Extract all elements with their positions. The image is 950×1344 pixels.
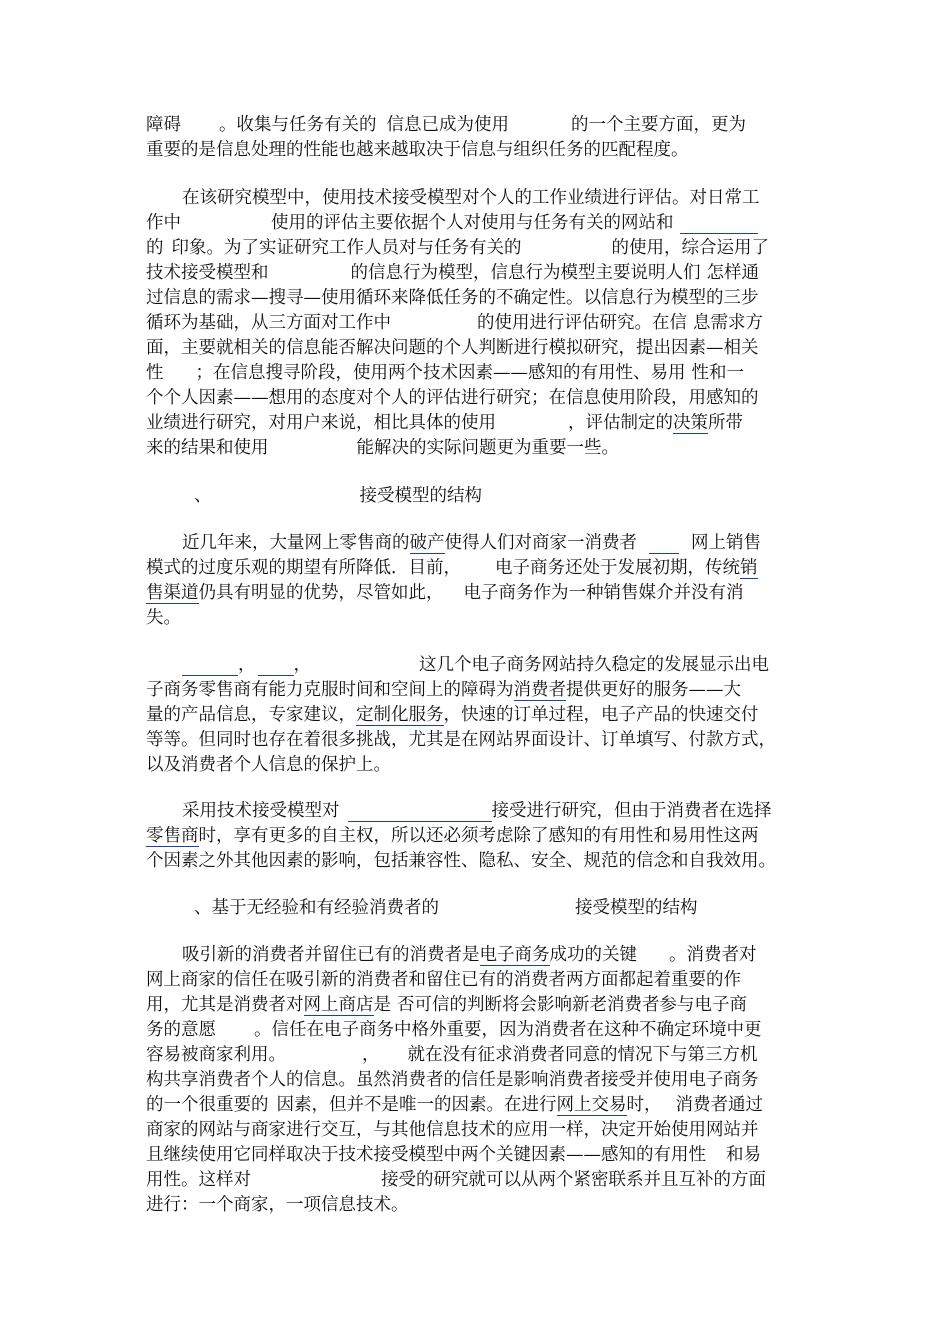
text-line: 商家的网站与商家进行交互，与其他信息技术的应用一样，决定开始使用网站并 <box>146 1120 759 1140</box>
text-line: 等等。但同时也存在着很多挑战，尤其是在网站界面设计、订单填写、付款方式， <box>146 730 776 750</box>
text-line: 售渠道仍具有明显的优势，尽管如此， 电子商务作为一种销售媒介并没有消 <box>146 583 744 603</box>
text-line: 务的意愿 。信任在电子商务中格外重要，因为消费者在这种不确定环境中更 <box>146 1020 762 1040</box>
text-line: 容易被商家利用。 ， 就在没有征求消费者同意的情况下与第三方机 <box>146 1045 758 1065</box>
paragraph-4 <box>146 653 810 778</box>
text-line: 在该研究模型中，使用技术接受模型对个人的工作业绩进行评估。对日常工 <box>182 188 760 208</box>
text-line: 性 ；在信息搜寻阶段，使用两个技术因素——感知的有用性、易用 性和一 <box>146 363 744 383</box>
text-line: 近几年来，大量网上零售商的破产使得人们对商家一消费者 网上销售 <box>182 533 761 553</box>
paragraph-1 <box>146 113 810 163</box>
link-ecommerce[interactable]: 电子商务 <box>479 945 550 965</box>
text-line: 子商务零售商有能力克服时间和空间上的障碍为消费者提供更好的服务——大 <box>146 680 741 700</box>
text-line: 进行：一个商家，一项信息技术。 <box>146 1195 409 1215</box>
text-line: 构共享消费者个人的信息。虽然消费者的信任是影响消费者接受并使用电子商务 <box>146 1070 759 1090</box>
link-decision[interactable]: 决策 <box>673 413 708 433</box>
text-line: ， ， 这几个电子商务网站持久稳定的发展显示出电 <box>146 653 810 678</box>
blank-link[interactable] <box>348 799 492 822</box>
blank-link[interactable] <box>182 653 238 676</box>
text-line: 技术接受模型和 的信息行为模型，信息行为模型主要说明人们 怎样通 <box>146 263 759 283</box>
text-line: 失。 <box>146 608 181 628</box>
text-line: 的 印象。为了实证研究工作人员对与任务有关的 的使用，综合运用了 <box>146 238 769 258</box>
blank-link[interactable] <box>258 653 294 676</box>
link-consumer[interactable]: 消费者 <box>513 680 566 700</box>
text-line: 网上商家的信任在吸引新的消费者和留住已有的消费者两方面都起着重要的作 <box>146 970 741 990</box>
text-line: 吸引新的消费者并留住已有的消费者是电子商务成功的关键 。消费者对 <box>182 945 757 965</box>
text-line: 且继续使用它同样取决于技术接受模型中两个关键因素——感知的有用性 和易 <box>146 1145 761 1165</box>
paragraph-2 <box>146 186 810 461</box>
text-line: 循环为基础，从三方面对工作中 的使用进行评估研究。在信 息需求方 <box>146 313 763 333</box>
link-online-store[interactable]: 网上商店 <box>303 995 374 1015</box>
link-bankruptcy[interactable]: 破产 <box>409 533 445 553</box>
text-line: 业绩进行研究，对用户来说，相比具体的使用 ，评估制定的决策所带 <box>146 413 743 433</box>
text-line: 量的产品信息，专家建议，定制化服务，快速的订单过程，电子产品的快速交付 <box>146 705 759 725</box>
text-line: 模式的过度乐观的期望有所降低．目前， 电子商务还处于发展初期，传统销 <box>146 558 758 578</box>
link-customized-service[interactable]: 定制化服务 <box>356 705 444 725</box>
text-line: 个个人因素——想用的态度对个人的评估进行研究；在信息使用阶段，用感知的 <box>146 388 759 408</box>
link-retailer[interactable]: 零售商 <box>146 826 199 846</box>
text-line: 面，主要就相关的信息能否解决问题的个人判断进行模拟研究，提出因素—相关 <box>146 338 759 358</box>
text-line: 用性。这样对 接受的研究就可以从两个紧密联系并且互补的方面 <box>146 1170 766 1190</box>
section-heading-2: 、基于无经验和有经验消费者的 接受模型的结构 <box>194 898 698 918</box>
text-line: 来的结果和使用 能解决的实际问题更为重要一些。 <box>146 438 619 458</box>
blank-link[interactable] <box>649 531 679 554</box>
link-sales-channel-1[interactable]: 销 <box>740 558 758 578</box>
text-line: 的一个很重要的 因素，但并不是唯一的因素。在进行网上交易时， 消费者通过 <box>146 1095 763 1115</box>
text-line: 重要的是信息处理的性能也越来越取决于信息与组织任务的匹配程度。 <box>146 140 689 160</box>
text-line: 个因素之外其他因素的影响，包括兼容性、隐私、安全、规范的信念和自我效用。 <box>146 851 776 871</box>
paragraph-6 <box>146 943 810 1218</box>
text-line: 过信息的需求—搜寻—使用循环来降低任务的不确定性。以信息行为模型的三步 <box>146 288 759 308</box>
blank-link[interactable] <box>680 211 758 234</box>
text-line: 采用技术接受模型对 接受进行研究，但由于消费者在选择 <box>182 801 772 821</box>
paragraph-5 <box>146 799 810 874</box>
text-line: 用，尤其是消费者对网上商店是 否可信的判断将会影响新老消费者参与电子商 <box>146 995 747 1015</box>
section-heading-1: 、 接受模型的结构 <box>194 486 482 506</box>
text-line: 零售商时，享有更多的自主权，所以还必须考虑除了感知的有用性和易用性这两 <box>146 826 759 846</box>
text-line: 障碍 。收集与任务有关的 信息已成为使用 的一个主要方面，更为 <box>146 115 746 135</box>
link-online-transaction[interactable]: 网上交易 <box>556 1095 627 1115</box>
link-sales-channel-2[interactable]: 售渠道 <box>146 583 199 603</box>
text-line: 以及消费者个人信息的保护上。 <box>146 755 391 775</box>
paragraph-3 <box>146 531 810 631</box>
text-line: 作中 使用的评估主要依据个人对使用与任务有关的网站和 <box>146 211 810 236</box>
